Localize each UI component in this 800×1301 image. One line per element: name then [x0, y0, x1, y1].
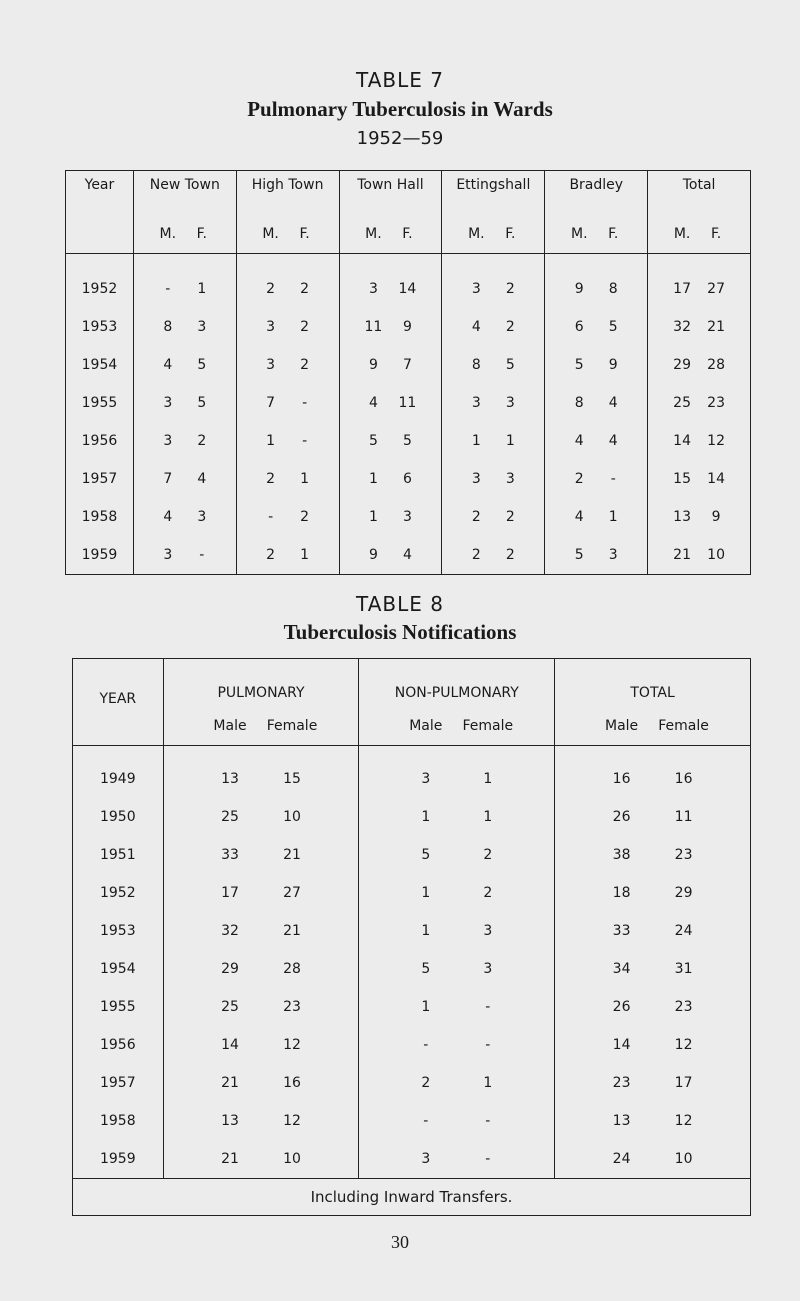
- t7-value-cell: 3 2: [236, 308, 339, 346]
- t8-value-cell: 21 16: [163, 1064, 359, 1102]
- t7-year-cell: 1957: [66, 460, 134, 498]
- t8-value-cell: 18 29: [555, 874, 751, 912]
- t7-col-year: Year: [66, 171, 134, 254]
- t7-value-cell: 4 2: [442, 308, 545, 346]
- t8-value-cell: 34 31: [555, 950, 751, 988]
- t7-group-header: New Town: [133, 171, 236, 216]
- t8-value-cell: 26 11: [555, 798, 751, 836]
- t8-value-cell: 14 12: [555, 1026, 751, 1064]
- t7-value-cell: 8 5: [442, 346, 545, 384]
- t7-value-cell: 2 2: [236, 254, 339, 309]
- table7-period: 1952—59: [356, 128, 444, 149]
- table7-title: Pulmonary Tuberculosis in Wards: [247, 97, 553, 121]
- t7-mf-header: M. F.: [236, 215, 339, 254]
- t7-mf-header: M. F.: [545, 215, 648, 254]
- t8-value-cell: 29 28: [163, 950, 359, 988]
- t7-row: [66, 460, 751, 498]
- t8-year-cell: 1950: [73, 798, 164, 836]
- t7-value-cell: 3 3: [442, 384, 545, 422]
- t7-value-cell: 7 -: [236, 384, 339, 422]
- t7-year-cell: 1954: [66, 346, 134, 384]
- t8-value-cell: 5 2: [359, 836, 555, 874]
- t7-row: [66, 308, 751, 346]
- t7-value-cell: 32 21: [648, 308, 751, 346]
- table8-number: TABLE 8: [356, 592, 444, 616]
- t7-row: [66, 384, 751, 422]
- t7-value-cell: 4 4: [545, 422, 648, 460]
- t7-value-cell: 3 5: [133, 384, 236, 422]
- t8-col-year: YEAR: [73, 659, 164, 746]
- t7-value-cell: 2 2: [442, 498, 545, 536]
- t7-value-cell: 1 6: [339, 460, 442, 498]
- t8-row: [73, 874, 751, 912]
- t7-value-cell: 13 9: [648, 498, 751, 536]
- t8-year-cell: 1952: [73, 874, 164, 912]
- t8-row: [73, 950, 751, 988]
- t7-mf-header: M. F.: [133, 215, 236, 254]
- table8-title: Tuberculosis Notifications: [283, 620, 517, 644]
- t8-year-cell: 1957: [73, 1064, 164, 1102]
- t7-value-cell: 2 2: [442, 536, 545, 575]
- t8-year-cell: 1953: [73, 912, 164, 950]
- t7-value-cell: 15 14: [648, 460, 751, 498]
- t7-group-header: Town Hall: [339, 171, 442, 216]
- t8-value-cell: 3 1: [359, 746, 555, 799]
- t7-value-cell: 3 3: [442, 460, 545, 498]
- t8-value-cell: 2 1: [359, 1064, 555, 1102]
- t7-year-cell: 1956: [66, 422, 134, 460]
- t8-value-cell: 1 1: [359, 798, 555, 836]
- t8-value-cell: 16 16: [555, 746, 751, 799]
- t7-row: [66, 422, 751, 460]
- t8-value-cell: 26 23: [555, 988, 751, 1026]
- t7-value-cell: 1 3: [339, 498, 442, 536]
- t7-value-cell: 29 28: [648, 346, 751, 384]
- t7-value-cell: 3 -: [133, 536, 236, 575]
- t8-value-cell: 1 2: [359, 874, 555, 912]
- t8-row: [73, 1026, 751, 1064]
- t8-value-cell: 13 15: [163, 746, 359, 799]
- t8-year-cell: 1958: [73, 1102, 164, 1140]
- t7-value-cell: 21 10: [648, 536, 751, 575]
- t8-value-cell: 5 3: [359, 950, 555, 988]
- t8-value-cell: 33 21: [163, 836, 359, 874]
- t7-year-cell: 1955: [66, 384, 134, 422]
- t7-value-cell: 2 -: [545, 460, 648, 498]
- t8-row: [73, 1140, 751, 1179]
- t8-value-cell: 38 23: [555, 836, 751, 874]
- t7-mf-header: M. F.: [442, 215, 545, 254]
- t8-mf-header: Male Female: [555, 707, 751, 746]
- t7-value-cell: 11 9: [339, 308, 442, 346]
- t8-row: [73, 988, 751, 1026]
- t7-year-cell: 1953: [66, 308, 134, 346]
- t8-value-cell: 1 3: [359, 912, 555, 950]
- t7-value-cell: 4 3: [133, 498, 236, 536]
- t8-value-cell: 25 10: [163, 798, 359, 836]
- t8-year-cell: 1959: [73, 1140, 164, 1179]
- table7: [65, 170, 751, 575]
- t8-row: [73, 1064, 751, 1102]
- t8-group-header: NON-PULMONARY: [359, 659, 555, 708]
- t8-value-cell: 17 27: [163, 874, 359, 912]
- t8-row: [73, 912, 751, 950]
- t8-footnote: Including Inward Transfers.: [73, 1179, 751, 1216]
- t7-value-cell: 3 14: [339, 254, 442, 309]
- t7-value-cell: 5 3: [545, 536, 648, 575]
- t7-value-cell: 9 4: [339, 536, 442, 575]
- t8-value-cell: - -: [359, 1026, 555, 1064]
- table8: [72, 658, 751, 1216]
- t8-value-cell: 21 10: [163, 1140, 359, 1179]
- t7-group-header: Ettingshall: [442, 171, 545, 216]
- t8-row: [73, 746, 751, 799]
- t8-year-cell: 1951: [73, 836, 164, 874]
- t8-value-cell: 33 24: [555, 912, 751, 950]
- t8-group-header: PULMONARY: [163, 659, 359, 708]
- t8-value-cell: 23 17: [555, 1064, 751, 1102]
- t7-row: [66, 536, 751, 575]
- t7-value-cell: 14 12: [648, 422, 751, 460]
- t8-value-cell: 1 -: [359, 988, 555, 1026]
- t7-value-cell: 4 11: [339, 384, 442, 422]
- t7-value-cell: 1 -: [236, 422, 339, 460]
- t7-value-cell: 1 1: [442, 422, 545, 460]
- t7-group-header: Bradley: [545, 171, 648, 216]
- t7-value-cell: 5 9: [545, 346, 648, 384]
- t7-mf-header: M. F.: [648, 215, 751, 254]
- t7-value-cell: 9 8: [545, 254, 648, 309]
- t7-value-cell: - 1: [133, 254, 236, 309]
- t7-group-header: High Town: [236, 171, 339, 216]
- t8-row: [73, 1102, 751, 1140]
- t7-value-cell: - 2: [236, 498, 339, 536]
- t7-value-cell: 3 2: [133, 422, 236, 460]
- t7-row: [66, 346, 751, 384]
- t8-year-cell: 1949: [73, 746, 164, 799]
- t8-value-cell: - -: [359, 1102, 555, 1140]
- t8-value-cell: 13 12: [555, 1102, 751, 1140]
- page-number: 30: [391, 1232, 409, 1252]
- t8-value-cell: 3 -: [359, 1140, 555, 1179]
- t7-mf-header: M. F.: [339, 215, 442, 254]
- t8-value-cell: 32 21: [163, 912, 359, 950]
- t8-mf-header: Male Female: [163, 707, 359, 746]
- t7-year-cell: 1959: [66, 536, 134, 575]
- t7-value-cell: 4 5: [133, 346, 236, 384]
- t7-value-cell: 6 5: [545, 308, 648, 346]
- t8-value-cell: 14 12: [163, 1026, 359, 1064]
- t7-value-cell: 2 1: [236, 460, 339, 498]
- t7-value-cell: 2 1: [236, 536, 339, 575]
- t7-value-cell: 25 23: [648, 384, 751, 422]
- t8-year-cell: 1954: [73, 950, 164, 988]
- t7-value-cell: 7 4: [133, 460, 236, 498]
- t7-row: [66, 254, 751, 309]
- t8-row: [73, 798, 751, 836]
- t8-value-cell: 13 12: [163, 1102, 359, 1140]
- t7-value-cell: 3 2: [442, 254, 545, 309]
- t7-value-cell: 3 2: [236, 346, 339, 384]
- t7-value-cell: 8 4: [545, 384, 648, 422]
- t8-row: [73, 836, 751, 874]
- t8-mf-header: Male Female: [359, 707, 555, 746]
- t7-value-cell: 4 1: [545, 498, 648, 536]
- t8-value-cell: 25 23: [163, 988, 359, 1026]
- t8-year-cell: 1956: [73, 1026, 164, 1064]
- t8-group-header: TOTAL: [555, 659, 751, 708]
- t7-group-header: Total: [648, 171, 751, 216]
- t7-row: [66, 498, 751, 536]
- t7-year-cell: 1952: [66, 254, 134, 309]
- t8-year-cell: 1955: [73, 988, 164, 1026]
- t7-value-cell: 17 27: [648, 254, 751, 309]
- table7-number: TABLE 7: [356, 68, 444, 92]
- t7-value-cell: 5 5: [339, 422, 442, 460]
- t8-value-cell: 24 10: [555, 1140, 751, 1179]
- t7-value-cell: 9 7: [339, 346, 442, 384]
- t7-value-cell: 8 3: [133, 308, 236, 346]
- t7-year-cell: 1958: [66, 498, 134, 536]
